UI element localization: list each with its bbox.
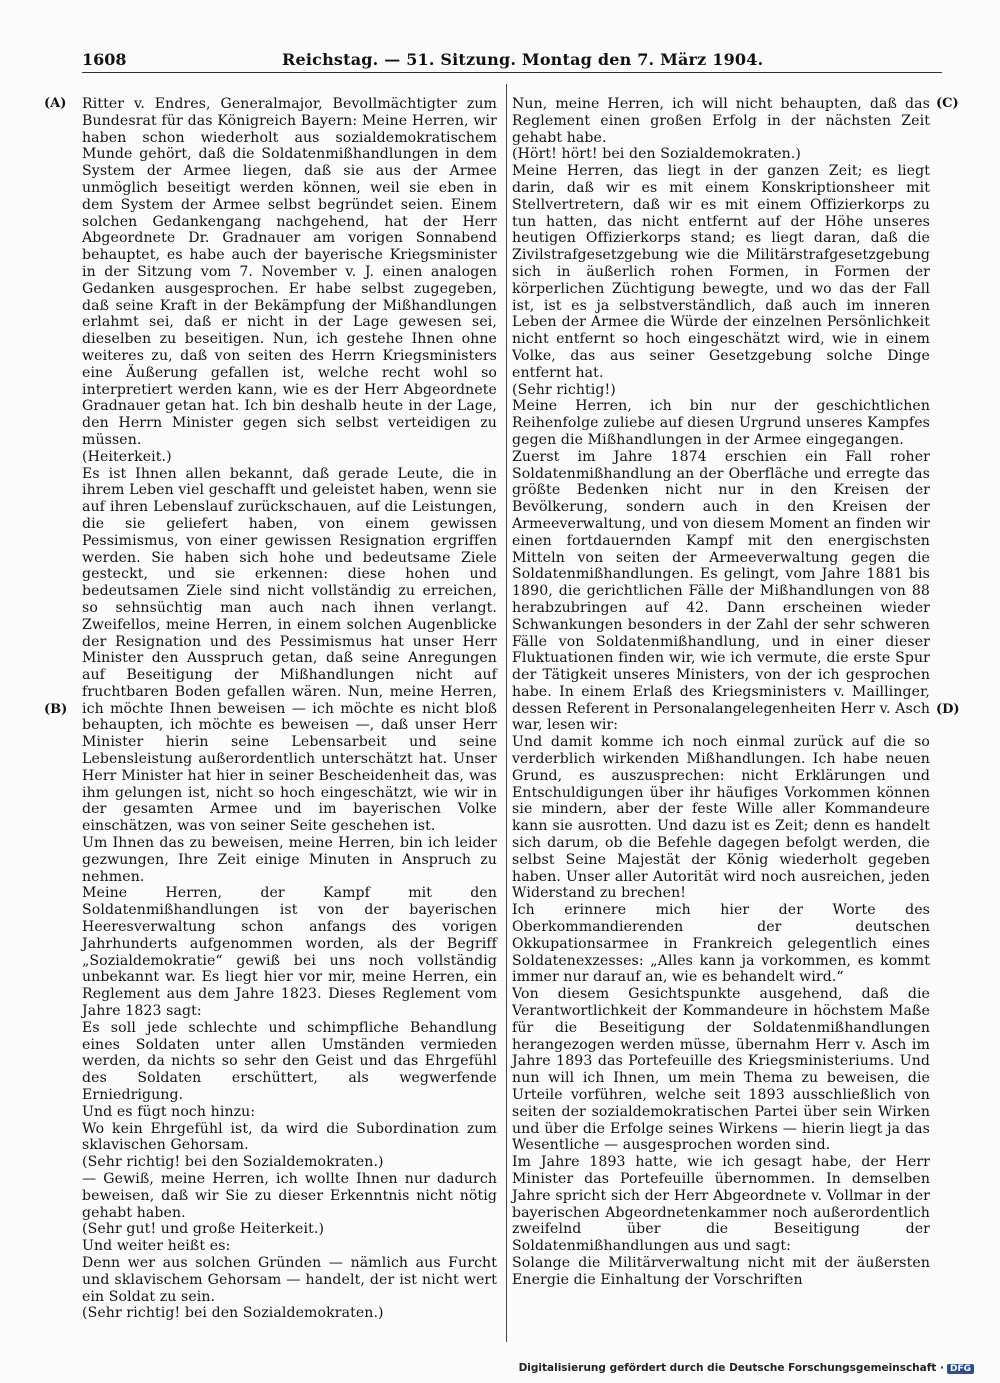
margin-marker-d: (D)	[936, 702, 960, 717]
right-column-text: Nun, meine Herren, ich will nicht behaupten, daß das Reglement einen großen Erfolg in der nächsten Zeit gehabt habe. (Hört! hört! bei den Sozialdemokraten.) Meine Herren, das liegt in der ganzen Zeit; es liegt darin, daß wir es mit einem Konskriptionsheer mit Stellvertretern, daß wir es mit einem Offizierkorps zu tun hatten, das nicht entfernt auf der Höhe unseres heutigen Offizierkorps stand; es liegt daran, daß die Zivilstrafgesetzgebung wie die Militärstrafgesetzgebung sich in äußerlich rohen Formen, in Formen der körperlichen Züchtigung bewegte, und wo das der Fall ist, ist es ja selbstverständlich, daß auch im inneren Leben der Armee die Würde der einzelnen Persönlichkeit nicht entfernt so hoch eingeschätzt wird, wie in einem Volke, das aus seiner Gesetzgebung solche Dinge entfernt hat. (Sehr richtig!) Meine Herren, ich bin nur der geschichtlichen Reihenfolge zuliebe auf diesen Urgrund unseres Kampfes gegen die Mißhandlungen in der Armee eingegangen. Zuerst im Jahre 1874 erschien ein Fall roher Soldatenmißhandlung an der Oberfläche und erregte das größte Bedenken nicht nur in den Kreisen der Bevölkerung, sondern auch in den Kreisen der Armeeverwaltung, und von diesem Moment an finden wir einen fortdauernden Kampf mit den energischsten Mitteln von seiten der Armeeverwaltung gegen die Soldatenmißhandlungen. Es gelingt, vom Jahre 1881 bis 1890, die gerichtlichen Fälle der Mißhandlungen von 88 herabzubringen auf 42. Dann erscheinen wieder Schwankungen besonders in der Zahl der sehr schweren Fälle von Soldatenmißhandlung, und in einer dieser Fluktuationen finden wir, wie ich vermute, die erste Spur der Tätigkeit unseres Ministers, von der ich gesprochen habe. In einem Erlaß des Kriegsministers v. Maillinger, dessen Referent in Personalangelegenheiten Herr v. Asch war, lesen wir: Und damit komme ich noch einmal zurück auf die so verderblich wirkenden Mißhandlungen. Ich habe neuen Grund, es auszusprechen: nicht Erklärungen und Entschuldigungen über ihr häufiges Vorkommen können sie mindern, aber der feste Wille aller Kommandeure kann sie ausrotten. Und dazu ist es Zeit; denn es handelt sich darum, ob die Befehle dagegen befolgt werden, die selbst Seine Majestät der König wiederholt gegeben haben. Unser aller Autorität wird noch ausreichen, jeden Widerstand zu brechen! Ich erinnere mich hier der Worte des Oberkommandierenden der deutschen Okkupationsarmee in Frankreich gelegentlich eines Soldatenexzesses: „Alles kann ja vorkommen, es kommt immer nur darauf an, wie es behandelt wird.“ Von diesem Gesichtspunkte ausgehend, daß die Verantwortlichkeit der Kommandeure in höchstem Maße für die Beseitigung der Soldatenmißhandlungen herangezogen werden müsse, übernahm Herr v. Asch im Jahre 1893 das Portefeuille des Kriegsministeriums. Und nun will ich Ihnen, um mein Thema zu beweisen, die Urteile vorführen, welche seit 1893 ausschließlich von seiten der sozialdemokratischen Partei über sein Wirken und über die Erfolge seines Wirkens — hierin liegt ja das Wesentliche — ausgesprochen worden sind. Im Jahre 1893 hatte, wie ich gesagt habe, der Herr Minister das Portefeuille übernommen. In demselben Jahre spricht sich der Herr Abgeordnete v. Vollmar in der bayerischen Abgeordnetenkammer noch außerordentlich zweifelnd über die Beseitigung der Soldatenmißhandlungen aus und sagt: Solange die Militärverwaltung nicht mit der äußersten Energie die Einhaltung der Vorschriften	[512, 96, 930, 1288]
page-header	[82, 50, 942, 73]
page-number: 1608	[82, 50, 127, 69]
margin-marker-b: (B)	[44, 702, 68, 717]
footer-text: Digitalisierung gefördert durch die Deutsche Forschungsgemeinschaft ·	[518, 1362, 944, 1374]
footer-credit	[519, 1362, 974, 1374]
dfg-logo: DFG	[947, 1364, 974, 1374]
left-column-text: Ritter v. Endres, Generalmajor, Bevollmächtigter zum Bundesrat für das Königreich Bayern: Meine Herren, wir haben schon wiederholt aus sozialdemokratischem Munde gehört, daß die Soldatenmißhandlungen in dem System der Armee liegen, daß sie aus der Armee unmöglich beseitigt werden können, weil sie eben in dem System der Armee selbst begründet seien. Einem solchen Gedankengang nachgehend, hat der Herr Abgeordnete Dr. Gradnauer am vorigen Sonnabend behauptet, es habe auch der bayerische Kriegsminister in der Sitzung vom 7. November v. J. einen analogen Gedanken ausgesprochen. Er habe selbst zugegeben, daß seine Kraft in der Bekämpfung der Mißhandlungen erlahmt sei, daß er nicht in der Lage gewesen sei, dieselben zu beseitigen. Nun, ich gestehe Ihnen ohne weiteres zu, daß von seiten des Herrn Kriegsministers eine Äußerung gefallen ist, welche recht wohl so interpretiert werden kann, wie es der Herr Abgeordnete Gradnauer getan hat. Ich bin deshalb heute in der Lage, den Herrn Minister gegen sich selbst verteidigen zu müssen. (Heiterkeit.) Es ist Ihnen allen bekannt, daß gerade Leute, die in ihrem Leben viel geschafft und geleistet haben, wenn sie auf ihren Lebenslauf zurückschauen, auf die Leistungen, die sie geliefert haben, von einem gewissen Pessimismus, von einer gewissen Resignation ergriffen werden. Sie haben sich hohe und bedeutsame Ziele gesteckt, und sie erkennen: diese hohen und bedeutsamen Ziele sind nicht vollständig zu erreichen, so sehnsüchtig man auch nach ihnen verlangt. Zweifellos, meine Herren, in einem solchen Augenblicke der Resignation und des Pessimismus hat unser Herr Minister den Ausspruch getan, daß seine Anregungen auf Beseitigung der Mißhandlungen nicht auf fruchtbaren Boden gefallen wären. Nun, meine Herren, ich möchte Ihnen beweisen — ich möchte es nicht bloß behaupten, ich möchte es beweisen —, daß unser Herr Minister hierin seine Lebensarbeit und seine Lebensleistung außerordentlich unterschätzt hat. Unser Herr Minister hat hier in seiner Bescheidenheit das, was ihm gelungen ist, nicht so hoch eingeschätzt, wie wir in der gesamten Armee und im bayerischen Volke einschätzen, was von seiner Seite geschehen ist. Um Ihnen das zu beweisen, meine Herren, bin ich leider gezwungen, Ihre Zeit einige Minuten in Anspruch zu nehmen. Meine Herren, der Kampf mit den Soldatenmißhandlungen ist von der bayerischen Heeresverwaltung schon anfangs des vorigen Jahrhunderts aufgenommen worden, als der Begriff „Sozialdemokratie“ gewiß bei uns noch vollständig unbekannt war. Es liegt hier vor mir, meine Herren, ein Reglement aus dem Jahre 1823. Dieses Reglement vom Jahre 1823 sagt: Es soll jede schlechte und schimpfliche Behandlung eines Soldaten unter allen Umständen vermieden werden, da nichts so sehr den Geist und das Ehrgefühl des Soldaten erschüttert, als wegwerfende Erniedrigung. Und es fügt noch hinzu: Wo kein Ehrgefühl ist, da wird die Subordination zum sklavischen Gehorsam. (Sehr richtig! bei den Sozialdemokraten.) — Gewiß, meine Herren, ich wollte Ihnen nur dadurch beweisen, daß wir Sie zu dieser Erkenntnis nicht nötig gehabt haben. (Sehr gut! und große Heiterkeit.) Und weiter heißt es: Denn wer aus solchen Gründen — nämlich aus Furcht und sklavischem Gehorsam — handelt, der ist nicht wert ein Soldat zu sein. (Sehr richtig! bei den Sozialdemokraten.)	[82, 96, 497, 1322]
margin-marker-c: (C)	[936, 96, 959, 111]
running-title: Reichstag. — 51. Sitzung. Montag den 7. März 1904.	[282, 50, 764, 69]
margin-marker-a: (A)	[44, 96, 67, 111]
column-divider	[506, 84, 507, 1342]
